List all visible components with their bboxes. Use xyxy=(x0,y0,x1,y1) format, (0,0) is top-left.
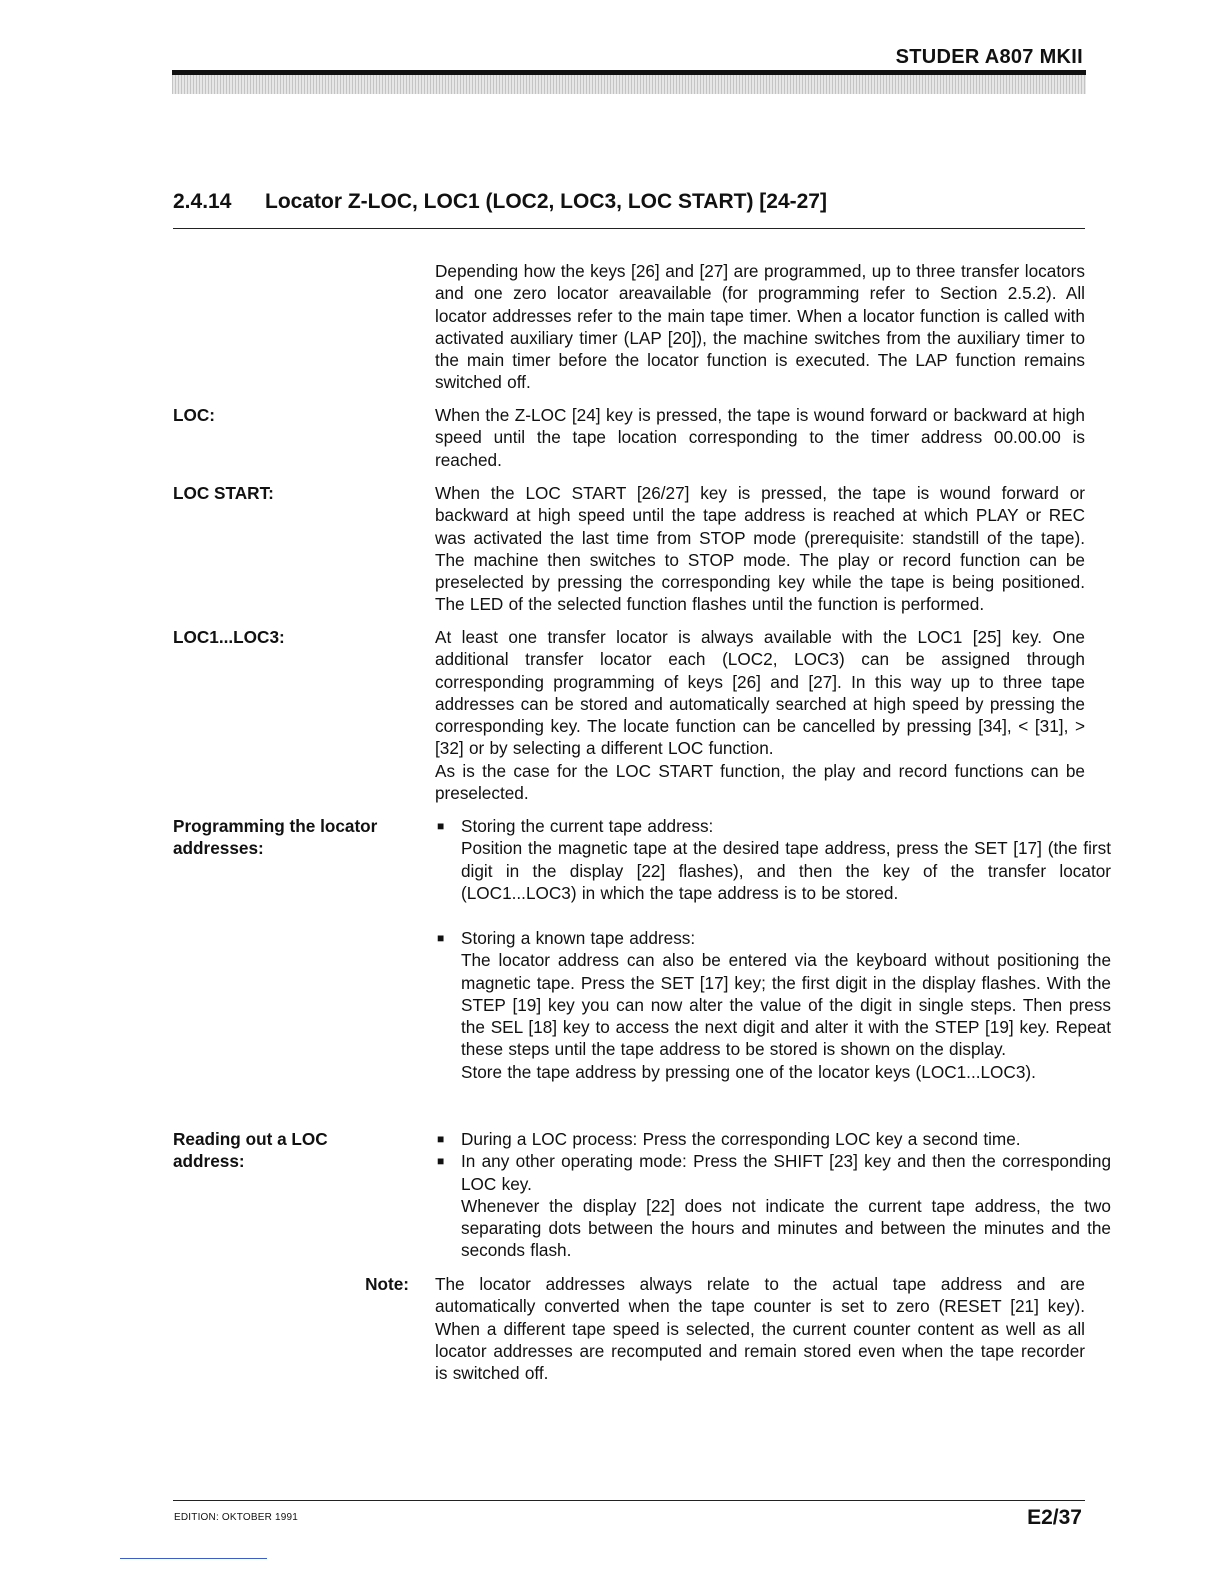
header-bar xyxy=(172,70,1086,94)
bullet-1-text: Position the magnetic tape at the desired tape address, press the SET [17] (the first digit in the display [22] flashes), and then the key of the transfer locator (LOC1...LOC3) in which the tape address is to be stored. xyxy=(461,838,1111,903)
programming-label-line2: addresses: xyxy=(173,838,264,859)
intro-block xyxy=(173,260,1085,394)
loc-paragraph: When the Z-LOC [24] key is pressed, the tape is wound forward or backward at high speed until the tape location corresponding to the timer address 00.00.00 is reached. xyxy=(435,405,1085,470)
document-header: STUDER A807 MKII xyxy=(895,46,1083,68)
loc-label: LOC: xyxy=(173,405,216,425)
reading-label-line2: address: xyxy=(173,1151,245,1172)
programming-bullet-2 xyxy=(435,927,1111,1083)
note-label: Note: xyxy=(365,1274,409,1294)
note-paragraph: The locator addresses always relate to the actual tape address and are automatically converted when the tape counter is set to zero (RESET [21] key). When a different tape speed is selected, the current counter content as well as all locator addresses are recomputed and remain stored even when the tape recorder is switched off. xyxy=(435,1274,1085,1384)
bullet-2-title: Storing a known tape address: xyxy=(461,928,696,948)
reading-bullet-2 xyxy=(435,1150,1111,1261)
loc-start-block xyxy=(173,482,1085,616)
bullet-2-text: The locator address can also be entered via the keyboard without positioning the magnetic tape. Press the SET [17] key; the first digit in the display flashes. With the STEP [19] key you can now alter the value of the digit in single steps. Then press the SEL [18] key to access the next digit and alter it with the STEP [19] key. Repeat these steps until the tape address to be stored is shown on the display. xyxy=(461,950,1111,1060)
square-bullet-icon: ■ xyxy=(437,1154,445,1169)
loc1-3-paragraph-2: As is the case for the LOC START function, the play and record functions can be preselected. xyxy=(435,760,1085,804)
square-bullet-icon: ■ xyxy=(437,931,445,945)
page-number: E2/37 xyxy=(1027,1506,1082,1529)
section-heading: Locator Z-LOC, LOC1 (LOC2, LOC3, LOC START) [24-27] xyxy=(265,190,827,213)
section-title xyxy=(173,190,827,214)
reading-label xyxy=(173,1128,413,1173)
reading-bullet-1 xyxy=(435,1128,1111,1150)
loc-block xyxy=(173,404,1085,471)
programming-label-line1: Programming the locator xyxy=(173,816,378,836)
programming-label xyxy=(173,815,413,860)
square-bullet-icon: ■ xyxy=(437,1132,445,1146)
intro-paragraph: Depending how the keys [26] and [27] are programmed, up to three transfer locators and one zero locator areavailable (for programming refer to Section 2.5.2). All locator addresses refer to the main tape timer. When a locator function is called with activated auxiliary timer (LAP [20]), the machine switches from the auxiliary timer to the main timer before the locator function is executed. The LAP function remains switched off. xyxy=(435,261,1085,393)
loc-start-label: LOC START: xyxy=(173,483,274,503)
programming-bullet-1 xyxy=(435,815,1111,904)
bullet-2-text-2: Store the tape address by pressing one of the locator keys (LOC1...LOC3). xyxy=(461,1061,1036,1082)
bullet-1-title: Storing the current tape address: xyxy=(461,816,714,836)
reading-label-line1: Reading out a LOC xyxy=(173,1129,328,1149)
reading-block xyxy=(173,1128,1111,1262)
corner-artifact-line xyxy=(120,1558,267,1559)
square-bullet-icon: ■ xyxy=(437,819,445,833)
note-block xyxy=(173,1273,1085,1384)
reading-bullet-1-text: During a LOC process: Press the corresponding LOC key a second time. xyxy=(461,1129,1021,1149)
title-divider xyxy=(173,228,1085,229)
loc-start-paragraph: When the LOC START [26/27] key is pressed, the tape is wound forward or backward at high speed until the tape address is reached at which PLAY or REC was activated the last time from STOP mode (prerequisite: standstill of the tape). The machine then switches to STOP mode. The play or record function can be preselected by pressing the corresponding key while the tape is being positioned. The LED of the selected function flashes until the function is performed. xyxy=(435,483,1085,615)
reading-bullet-2-text-2: Whenever the display [22] does not indicate the current tape address, the two separating dots between the hours and minutes and between the minutes and the seconds flash. xyxy=(461,1195,1111,1261)
section-number: 2.4.14 xyxy=(173,190,232,213)
footer-edition: EDITION: OKTOBER 1991 xyxy=(174,1512,299,1523)
loc1-3-block xyxy=(173,626,1085,804)
header-bar-shade xyxy=(172,75,1086,94)
programming-block-2 xyxy=(173,927,1111,1083)
reading-bullet-2-text: In any other operating mode: Press the SHIFT [23] key and then the corresponding LOC key. xyxy=(461,1151,1111,1194)
loc1-3-paragraph: At least one transfer locator is always available with the LOC1 [25] key. One additional transfer locator each (LOC2, LOC3) can be assigned through corresponding programming of keys [26] and [27]. In this way up to three tape addresses can be stored and automatically searched at high speed by pressing the corresponding key. The locate function can be cancelled by pressing [34], < [31], > [32] or by selecting a different LOC function. xyxy=(435,627,1085,759)
loc1-3-label: LOC1...LOC3: xyxy=(173,627,285,647)
programming-block xyxy=(173,815,1111,904)
footer-divider xyxy=(173,1500,1085,1501)
